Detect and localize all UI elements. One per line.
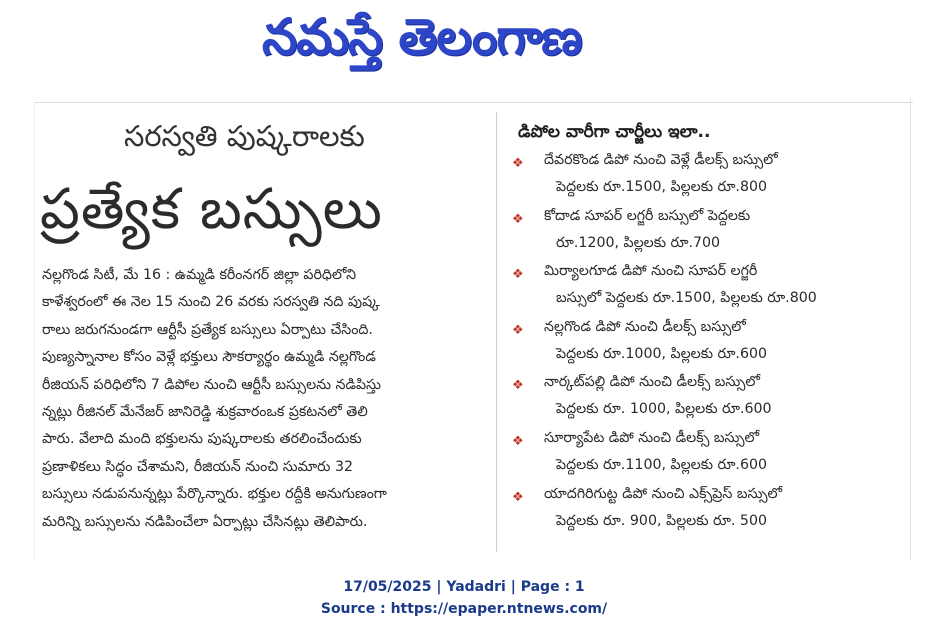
body-line: పుణ్యస్నానాల కోసం వెళ్లే భక్తులు సౌకర్యార్థం ఉమ్మడి నల్లగొండ [42, 349, 376, 366]
body-line: కాళేశ్వరంలో ఈ నెల 15 నుంచి 26 వరకు సరస్వతి నది పుష్క [42, 294, 380, 311]
body-line: ప్రణాళికలు సిద్ధం చేశామని, రీజియన్ నుంచి సుమారు 32 [42, 458, 354, 475]
depot-item [512, 430, 902, 486]
depot-item [512, 208, 902, 264]
depot-fare: పెద్దలకు రూ.1000, పిల్లలకు రూ.600 [556, 345, 768, 362]
depot-charges-list [512, 152, 902, 541]
depot-route: మిర్యాలగూడ డిపో నుంచి సూపర్ లగ్జరీ [544, 263, 758, 280]
newspaper-masthead: నమస్తే తెలంగాణ [262, 8, 582, 66]
charges-heading: డిపోల వారీగా చార్జీలు ఇలా.. [518, 122, 711, 142]
article-kicker: సరస్వతి పుష్కరాలకు [124, 119, 365, 153]
depot-fare: బస్సులో పెద్దలకు రూ.1500, పిల్లలకు రూ.800 [556, 290, 817, 307]
diamond-bullet-icon: ❖ [512, 489, 524, 505]
body-line: నల్లగొండ సిటీ, మే 16 : ఉమ్మడి కరీంనగర్ జిల్లా పరిధిలోని [42, 267, 357, 283]
diamond-bullet-icon: ❖ [512, 433, 524, 449]
body-line: రీజియన్ పరిధిలోని 7 డిపోల నుంచి ఆర్టీసీ బస్సులను నడిపిస్తు [42, 376, 381, 393]
article-headline: ప్రత్యేక బస్సులు [40, 177, 383, 242]
body-line: రాలు జరుగనుండగా ఆర్టీసీ ప్రత్యేక బస్సులు ఏర్పాటు చేసింది. [42, 321, 373, 338]
depot-item [512, 319, 902, 375]
right-border-rule [910, 98, 911, 560]
depot-fare: పెద్దలకు రూ.1500, పిల్లలకు రూ.800 [556, 179, 768, 195]
depot-route: నల్లగొండ డిపో నుంచి డీలక్స్ బస్సులో [544, 318, 746, 335]
body-line: బస్సులు నడుపనున్నట్లు పేర్కొన్నారు. భక్తుల రద్దీకి అనుగుణంగా [42, 486, 387, 503]
body-line: న్నట్లు రీజినల్ మేనేజర్ జానిరెడ్డి శుక్రవారంఒక ప్రకటనలో తెలి [42, 404, 368, 421]
column-divider [496, 112, 497, 552]
diamond-bullet-icon: ❖ [512, 378, 524, 394]
footer-date-edition: 17/05/2025 | Yadadri | Page : 1 [343, 579, 585, 595]
depot-item [512, 152, 902, 208]
depot-fare: పెద్దలకు రూ.1100, పిల్లలకు రూ.600 [556, 456, 768, 473]
depot-item [512, 374, 902, 430]
article-body [42, 262, 482, 536]
depot-item [512, 486, 902, 542]
depot-fare: పెద్దలకు రూ. 1000, పిల్లలకు రూ.600 [556, 401, 772, 418]
depot-route: కోదాడ సూపర్ లగ్జరీ బస్సులో పెద్దలకు [544, 207, 751, 224]
body-line: మరిన్ని బస్సులను నడిపించేలా ఏర్పాట్లు చేసినట్లు తెలిపారు. [42, 513, 368, 530]
diamond-bullet-icon: ❖ [512, 211, 524, 227]
depot-fare: రూ.1200, పిల్లలకు రూ.700 [556, 234, 721, 251]
diamond-bullet-icon: ❖ [512, 322, 524, 338]
depot-route: యాదగిరిగుట్ట డిపో నుంచి ఎక్స్‌ప్రెస్ బస్సులో [544, 485, 783, 502]
depot-item [512, 263, 902, 319]
footer-source-link[interactable]: Source : https://epaper.ntnews.com/ [320, 601, 608, 617]
depot-route: నార్కట్‌పల్లి డిపో నుంచి డీలక్స్ బస్సులో [544, 374, 760, 391]
depot-route: సూర్యాపేట డిపో నుంచి డీలక్స్ బస్సులో [544, 429, 760, 446]
diamond-bullet-icon: ❖ [512, 156, 524, 171]
depot-fare: పెద్దలకు రూ. 900, పిల్లలకు రూ. 500 [556, 512, 768, 529]
body-line: పారు. వేలాది మంది భక్తులను పుష్కరాలకు తరలించేందుకు [42, 431, 362, 448]
diamond-bullet-icon: ❖ [512, 267, 524, 283]
depot-route: దేవరకొండ డిపో నుంచి వెళ్లే డీలక్స్ బస్సులో [544, 152, 778, 168]
